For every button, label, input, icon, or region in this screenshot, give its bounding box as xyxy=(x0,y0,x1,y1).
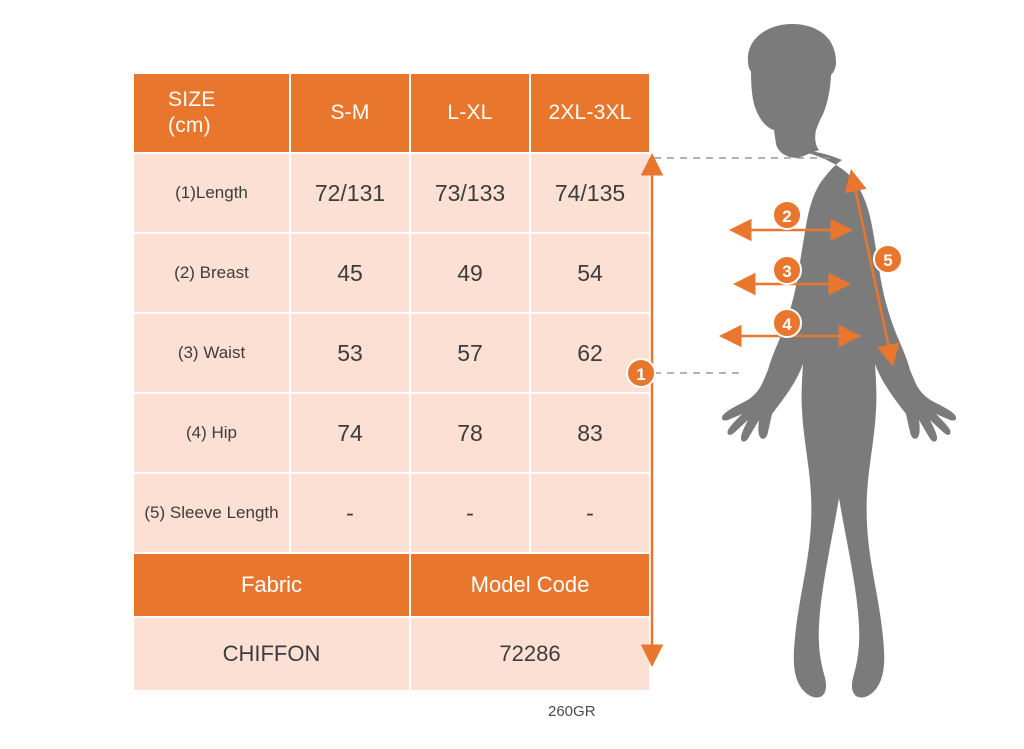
measure-badge-3: 3 xyxy=(772,255,802,285)
row-label-hip: (4) Hip xyxy=(133,393,290,473)
size-table-container xyxy=(132,72,632,692)
cell-waist-l-xl: 57 xyxy=(410,313,530,393)
header-column-s-m: S-M xyxy=(290,73,410,153)
female-silhouette-diagram xyxy=(620,18,1010,718)
table-row xyxy=(133,473,650,553)
row-label-breast: (2) Breast xyxy=(133,233,290,313)
cell-hip-l-xl: 78 xyxy=(410,393,530,473)
header-size-line2: (cm) xyxy=(168,114,211,137)
code-note: 260GR xyxy=(548,703,596,720)
cell-breast-2xl-3xl: 54 xyxy=(530,233,650,313)
cell-sleeve-2xl-3xl: - xyxy=(530,473,650,553)
table-header-row xyxy=(133,73,650,153)
measure-badge-2: 2 xyxy=(772,200,802,230)
row-label-waist: (3) Waist xyxy=(133,313,290,393)
table-row xyxy=(133,153,650,233)
cell-length-l-xl: 73/133 xyxy=(410,153,530,233)
table-row xyxy=(133,233,650,313)
cell-sleeve-s-m: - xyxy=(290,473,410,553)
table-footer-header-row xyxy=(133,553,650,617)
size-table xyxy=(132,72,651,692)
table-row xyxy=(133,313,650,393)
cell-sleeve-l-xl: - xyxy=(410,473,530,553)
row-label-length: (1)Length xyxy=(133,153,290,233)
cell-breast-s-m: 45 xyxy=(290,233,410,313)
body-silhouette-icon xyxy=(722,24,956,698)
footer-value-model-code: 72286 xyxy=(410,617,650,691)
cell-waist-s-m: 53 xyxy=(290,313,410,393)
header-size-label xyxy=(133,73,290,153)
footer-header-fabric: Fabric xyxy=(133,553,410,617)
cell-breast-l-xl: 49 xyxy=(410,233,530,313)
measure-badge-1: 1 xyxy=(626,358,656,388)
cell-hip-s-m: 74 xyxy=(290,393,410,473)
header-column-l-xl: L-XL xyxy=(410,73,530,153)
header-column-2xl-3xl: 2XL-3XL xyxy=(530,73,650,153)
footer-header-model-code: Model Code xyxy=(410,553,650,617)
measure-badge-5: 5 xyxy=(873,244,903,274)
table-footer-value-row xyxy=(133,617,650,691)
header-size-line1: SIZE xyxy=(168,87,216,111)
footer-value-fabric: CHIFFON xyxy=(133,617,410,691)
measure-badge-4: 4 xyxy=(772,308,802,338)
measurement-figure xyxy=(620,18,1010,718)
row-label-sleeve-length: (5) Sleeve Length xyxy=(133,473,290,553)
table-row xyxy=(133,393,650,473)
cell-length-2xl-3xl: 74/135 xyxy=(530,153,650,233)
cell-waist-2xl-3xl: 62 xyxy=(530,313,650,393)
cell-hip-2xl-3xl: 83 xyxy=(530,393,650,473)
cell-length-s-m: 72/131 xyxy=(290,153,410,233)
